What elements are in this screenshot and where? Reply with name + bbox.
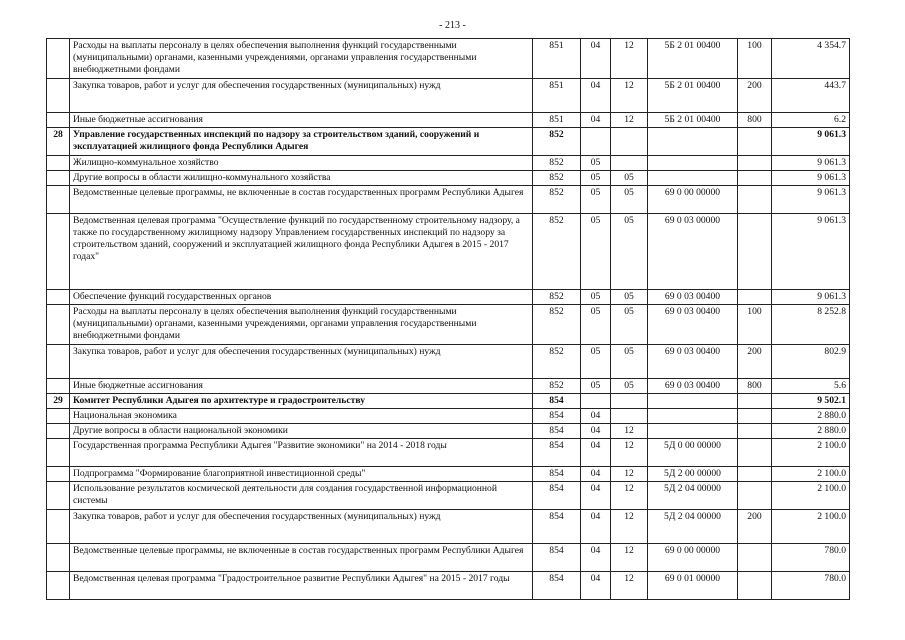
subsection-code: 12 (611, 439, 648, 467)
item-name: Ведомственная целевая программа "Осуществление функций по государственному строительному надзору, а также по государственному жилищному надзору Управлением государственных инспекций по надзору за строительством зданий, сооружений и эксплуатацией жилищного фонда Республики Адыгея в 2015 - 2017 годах" (70, 214, 533, 290)
item-name: Комитет Республики Адыгея по архитектуре и градостроительству (70, 394, 533, 409)
row-number (47, 439, 70, 467)
item-name: Ведомственные целевые программы, не включенные в состав государственных программ Республики Адыгея (70, 544, 533, 572)
ministry-code: 854 (533, 394, 581, 409)
ministry-code: 852 (533, 379, 581, 394)
target-article-code: 5Д 2 00 00000 (648, 467, 738, 482)
ministry-code: 854 (533, 510, 581, 544)
ministry-code: 852 (533, 290, 581, 305)
item-name: Закупка товаров, работ и услуг для обеспечения государственных (муниципальных) нужд (70, 79, 533, 113)
item-name: Жилищно-коммунальное хозяйство (70, 156, 533, 171)
table-row (47, 572, 850, 600)
table-row (47, 156, 850, 171)
ministry-code: 852 (533, 186, 581, 214)
row-number (47, 544, 70, 572)
ministry-code: 854 (533, 572, 581, 600)
expense-type-code (738, 544, 772, 572)
amount: 2 880.0 (772, 424, 850, 439)
expense-type-code: 800 (738, 113, 772, 128)
ministry-code: 854 (533, 467, 581, 482)
row-number (47, 186, 70, 214)
target-article-code: 69 0 03 00400 (648, 345, 738, 379)
table-row (47, 79, 850, 113)
subsection-code: 05 (611, 186, 648, 214)
item-name: Подпрограмма "Формирование благоприятной инвестиционной среды" (70, 467, 533, 482)
section-code: 05 (581, 379, 611, 394)
row-number (47, 379, 70, 394)
amount: 2 100.0 (772, 510, 850, 544)
expense-type-code (738, 171, 772, 186)
section-code: 04 (581, 79, 611, 113)
subsection-code (611, 128, 648, 156)
table-row (47, 439, 850, 467)
target-article-code: 69 0 00 00000 (648, 544, 738, 572)
table-row (47, 39, 850, 79)
row-number (47, 409, 70, 424)
table-row (47, 345, 850, 379)
row-number (47, 39, 70, 79)
amount: 780.0 (772, 544, 850, 572)
subsection-code (611, 156, 648, 171)
subsection-code: 12 (611, 482, 648, 510)
table-row (47, 467, 850, 482)
budget-table-body (47, 39, 850, 600)
section-code: 05 (581, 214, 611, 290)
subsection-code: 12 (611, 113, 648, 128)
section-code (581, 394, 611, 409)
ministry-code: 852 (533, 345, 581, 379)
expense-type-code (738, 394, 772, 409)
amount: 780.0 (772, 572, 850, 600)
item-name: Ведомственная целевая программа "Градостроительное развитие Республики Адыгея" на 2015 - 2017 годы (70, 572, 533, 600)
ministry-code: 852 (533, 156, 581, 171)
item-name: Закупка товаров, работ и услуг для обеспечения государственных (муниципальных) нужд (70, 510, 533, 544)
section-code: 05 (581, 156, 611, 171)
expense-type-code (738, 572, 772, 600)
subsection-code: 05 (611, 379, 648, 394)
section-code: 04 (581, 39, 611, 79)
amount: 2 100.0 (772, 439, 850, 467)
amount: 9 502.1 (772, 394, 850, 409)
section-code: 05 (581, 305, 611, 345)
item-name: Другие вопросы в области жилищно-коммунального хозяйства (70, 171, 533, 186)
target-article-code (648, 409, 738, 424)
target-article-code: 5Б 2 01 00400 (648, 113, 738, 128)
item-name: Использование результатов космической деятельности для создания государственной информационной системы (70, 482, 533, 510)
row-number (47, 156, 70, 171)
amount: 2 880.0 (772, 409, 850, 424)
amount: 443.7 (772, 79, 850, 113)
expense-type-code: 200 (738, 345, 772, 379)
page-number: - 213 - (439, 20, 466, 31)
item-name: Закупка товаров, работ и услуг для обеспечения государственных (муниципальных) нужд (70, 345, 533, 379)
target-article-code: 69 0 03 00000 (648, 214, 738, 290)
expense-type-code: 100 (738, 39, 772, 79)
ministry-code: 852 (533, 128, 581, 156)
expense-type-code (738, 482, 772, 510)
target-article-code: 5Б 2 01 00400 (648, 39, 738, 79)
item-name: Расходы на выплаты персоналу в целях обеспечения выполнения функций государственными (муниципальными) органами, казенными учреждениями, органами управления государственными внебюджетными фондами (70, 305, 533, 345)
expense-type-code (738, 290, 772, 305)
target-article-code: 5Д 0 00 00000 (648, 439, 738, 467)
section-code: 04 (581, 467, 611, 482)
table-row (47, 379, 850, 394)
subsection-code: 05 (611, 305, 648, 345)
ministry-code: 854 (533, 424, 581, 439)
item-name: Иные бюджетные ассигнования (70, 113, 533, 128)
ministry-code: 854 (533, 439, 581, 467)
table-row (47, 394, 850, 409)
subsection-code: 12 (611, 467, 648, 482)
row-number (47, 572, 70, 600)
table-row (47, 186, 850, 214)
ministry-code: 851 (533, 79, 581, 113)
row-number (47, 482, 70, 510)
target-article-code: 69 0 03 00400 (648, 290, 738, 305)
amount: 9 061.3 (772, 186, 850, 214)
subsection-code: 12 (611, 424, 648, 439)
target-article-code: 69 0 03 00400 (648, 305, 738, 345)
section-code: 04 (581, 439, 611, 467)
target-article-code: 69 0 03 00400 (648, 379, 738, 394)
section-code: 04 (581, 424, 611, 439)
row-number (47, 79, 70, 113)
expense-type-code (738, 439, 772, 467)
item-name: Управление государственных инспекций по надзору за строительством зданий, сооружений и эксплуатацией жилищного фонда Республики Адыгея (70, 128, 533, 156)
target-article-code (648, 424, 738, 439)
section-code: 04 (581, 482, 611, 510)
row-number (47, 345, 70, 379)
subsection-code: 05 (611, 345, 648, 379)
table-row (47, 510, 850, 544)
table-row (47, 424, 850, 439)
amount: 9 061.3 (772, 214, 850, 290)
table-row (47, 290, 850, 305)
expense-type-code: 200 (738, 510, 772, 544)
amount: 802.9 (772, 345, 850, 379)
amount: 2 100.0 (772, 482, 850, 510)
amount: 4 354.7 (772, 39, 850, 79)
table-row (47, 409, 850, 424)
target-article-code (648, 128, 738, 156)
section-code: 04 (581, 510, 611, 544)
section-code: 04 (581, 572, 611, 600)
ministry-code: 854 (533, 482, 581, 510)
amount: 9 061.3 (772, 171, 850, 186)
section-code: 04 (581, 544, 611, 572)
subsection-code: 12 (611, 79, 648, 113)
amount: 6.2 (772, 113, 850, 128)
item-name: Ведомственные целевые программы, не включенные в состав государственных программ Республики Адыгея (70, 186, 533, 214)
item-name: Государственная программа Республики Адыгея "Развитие экономики" на 2014 - 2018 годы (70, 439, 533, 467)
target-article-code (648, 171, 738, 186)
table-row (47, 482, 850, 510)
amount: 5.6 (772, 379, 850, 394)
subsection-code: 12 (611, 572, 648, 600)
section-code: 04 (581, 113, 611, 128)
row-number (47, 290, 70, 305)
ministry-code: 854 (533, 409, 581, 424)
row-number (47, 113, 70, 128)
subsection-code (611, 409, 648, 424)
expense-type-code (738, 156, 772, 171)
row-number (47, 305, 70, 345)
table-row (47, 128, 850, 156)
row-number (47, 424, 70, 439)
subsection-code: 12 (611, 39, 648, 79)
expense-type-code (738, 467, 772, 482)
subsection-code: 12 (611, 544, 648, 572)
section-code: 05 (581, 345, 611, 379)
amount: 9 061.3 (772, 290, 850, 305)
budget-table (46, 38, 850, 600)
expense-type-code (738, 128, 772, 156)
row-number (47, 171, 70, 186)
subsection-code (611, 394, 648, 409)
ministry-code: 851 (533, 113, 581, 128)
subsection-code: 05 (611, 290, 648, 305)
item-name: Обеспечение функций государственных органов (70, 290, 533, 305)
subsection-code: 12 (611, 510, 648, 544)
subsection-code: 05 (611, 171, 648, 186)
table-row (47, 544, 850, 572)
table-row (47, 305, 850, 345)
ministry-code: 851 (533, 39, 581, 79)
expense-type-code (738, 214, 772, 290)
amount: 8 252.8 (772, 305, 850, 345)
item-name: Национальная экономика (70, 409, 533, 424)
expense-type-code (738, 409, 772, 424)
section-code: 05 (581, 186, 611, 214)
expense-type-code: 800 (738, 379, 772, 394)
ministry-code: 854 (533, 544, 581, 572)
row-number: 29 (47, 394, 70, 409)
item-name: Расходы на выплаты персоналу в целях обеспечения выполнения функций государственными (муниципальными) органами, казенными учреждениями, органами управления государственными внебюджетными фондами (70, 39, 533, 79)
item-name: Иные бюджетные ассигнования (70, 379, 533, 394)
row-number (47, 510, 70, 544)
item-name: Другие вопросы в области национальной экономики (70, 424, 533, 439)
section-code: 05 (581, 290, 611, 305)
ministry-code: 852 (533, 305, 581, 345)
ministry-code: 852 (533, 171, 581, 186)
section-code: 04 (581, 409, 611, 424)
target-article-code: 5Б 2 01 00400 (648, 79, 738, 113)
row-number (47, 467, 70, 482)
expense-type-code: 200 (738, 79, 772, 113)
amount: 9 061.3 (772, 128, 850, 156)
amount: 9 061.3 (772, 156, 850, 171)
section-code (581, 128, 611, 156)
subsection-code: 05 (611, 214, 648, 290)
target-article-code (648, 394, 738, 409)
target-article-code: 5Д 2 04 00000 (648, 482, 738, 510)
expense-type-code: 100 (738, 305, 772, 345)
table-row (47, 214, 850, 290)
row-number (47, 214, 70, 290)
table-row (47, 113, 850, 128)
target-article-code: 69 0 01 00000 (648, 572, 738, 600)
ministry-code: 852 (533, 214, 581, 290)
amount: 2 100.0 (772, 467, 850, 482)
expense-type-code (738, 186, 772, 214)
target-article-code: 5Д 2 04 00000 (648, 510, 738, 544)
section-code: 05 (581, 171, 611, 186)
row-number: 28 (47, 128, 70, 156)
target-article-code: 69 0 00 00000 (648, 186, 738, 214)
expense-type-code (738, 424, 772, 439)
target-article-code (648, 156, 738, 171)
table-row (47, 171, 850, 186)
